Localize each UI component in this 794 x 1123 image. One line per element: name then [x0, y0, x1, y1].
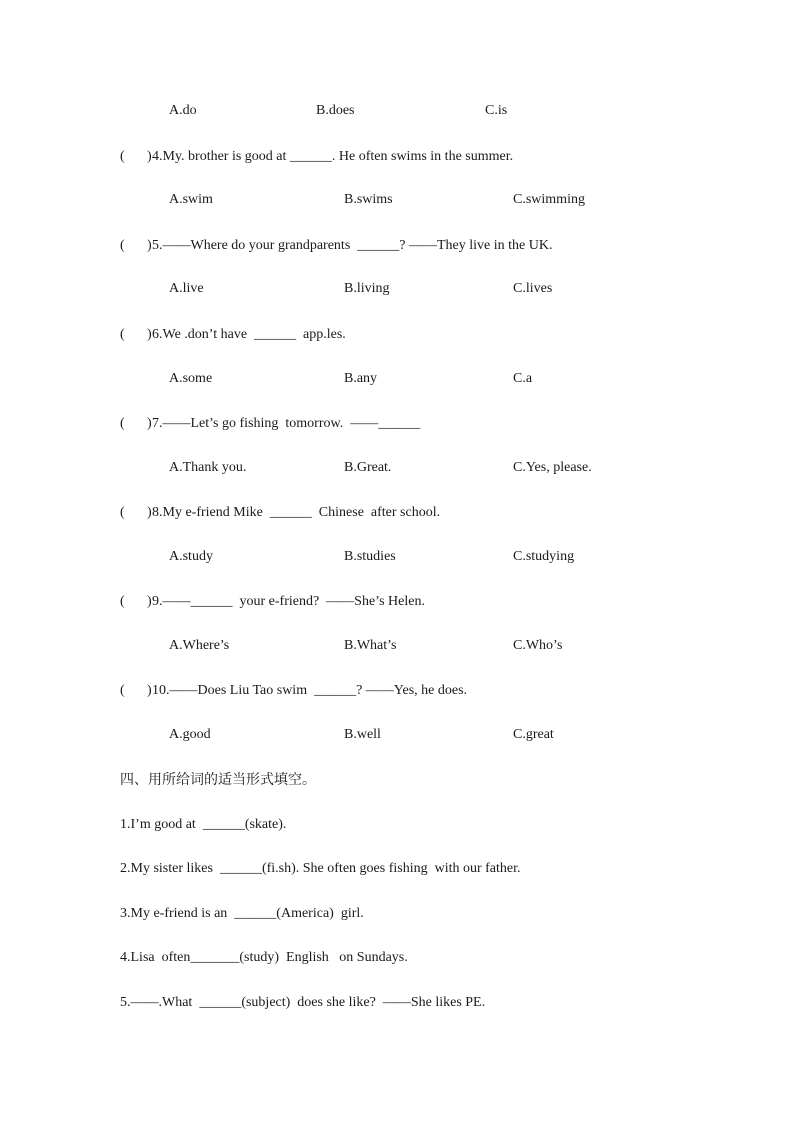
option-a: A.Where’s — [169, 638, 230, 653]
answer-bracket-close: ) — [147, 505, 152, 520]
question-text: 7.——Let’s go fishing tomorrow. ——______ — [152, 416, 421, 431]
answer-bracket-close: ) — [147, 327, 152, 342]
option-a: A.Thank you. — [169, 460, 247, 475]
fill-item-3: 3.My e-friend is an ______(America) girl. — [120, 906, 364, 921]
option-c: C.a — [513, 371, 533, 386]
option-c: C.swimming — [513, 192, 585, 207]
answer-bracket-close: ) — [147, 416, 152, 431]
option-c: C.is — [485, 103, 508, 118]
question-text: 4.My. brother is good at ______. He often swims in the summer. — [152, 149, 514, 164]
answer-bracket-open: ( — [120, 327, 125, 342]
fill-item-2: 2.My sister likes ______(fi.sh). She often goes fishing with our father. — [120, 861, 521, 876]
question-text: 6.We .don’t have ______ app.les. — [152, 327, 346, 342]
question-text: 5.——Where do your grandparents ______? ——They live in the UK. — [152, 238, 553, 253]
section-heading: 四、用所给词的适当形式填空。 — [120, 772, 316, 788]
option-a: A.swim — [169, 192, 213, 207]
answer-bracket-open: ( — [120, 416, 125, 431]
answer-bracket-open: ( — [120, 238, 125, 253]
fill-item-4: 4.Lisa often_______(study) English on Sundays. — [120, 950, 408, 965]
answer-bracket-close: ) — [147, 149, 152, 164]
option-b: B.does — [316, 103, 355, 118]
answer-bracket-close: ) — [147, 238, 152, 253]
option-b: B.studies — [344, 549, 396, 564]
option-c: C.great — [513, 727, 554, 742]
option-c: C.lives — [513, 281, 553, 296]
option-a: A.study — [169, 549, 213, 564]
fill-item-5: 5.——.What ______(subject) does she like? ——She likes PE. — [120, 995, 486, 1010]
answer-bracket-open: ( — [120, 683, 125, 698]
fill-item-1: 1.I’m good at ______(skate). — [120, 817, 287, 832]
answer-bracket-open: ( — [120, 149, 125, 164]
option-b: B.What’s — [344, 638, 397, 653]
option-a: A.good — [169, 727, 211, 742]
option-a: A.some — [169, 371, 213, 386]
answer-bracket-open: ( — [120, 505, 125, 520]
option-c: C.Who’s — [513, 638, 563, 653]
question-text: 8.My e-friend Mike ______ Chinese after school. — [152, 505, 441, 520]
answer-bracket-close: ) — [147, 683, 152, 698]
answer-bracket-open: ( — [120, 594, 125, 609]
option-a: A.live — [169, 281, 204, 296]
option-b: B.living — [344, 281, 390, 296]
option-c: C.Yes, please. — [513, 460, 592, 475]
answer-bracket-close: ) — [147, 594, 152, 609]
option-a: A.do — [169, 103, 197, 118]
option-b: B.well — [344, 727, 381, 742]
option-b: B.any — [344, 371, 378, 386]
question-text: 10.——Does Liu Tao swim ______? ——Yes, he does. — [152, 683, 468, 698]
option-b: B.swims — [344, 192, 393, 207]
option-c: C.studying — [513, 549, 575, 564]
option-b: B.Great. — [344, 460, 392, 475]
question-text: 9.——______ your e-friend? ——She’s Helen. — [152, 594, 425, 609]
